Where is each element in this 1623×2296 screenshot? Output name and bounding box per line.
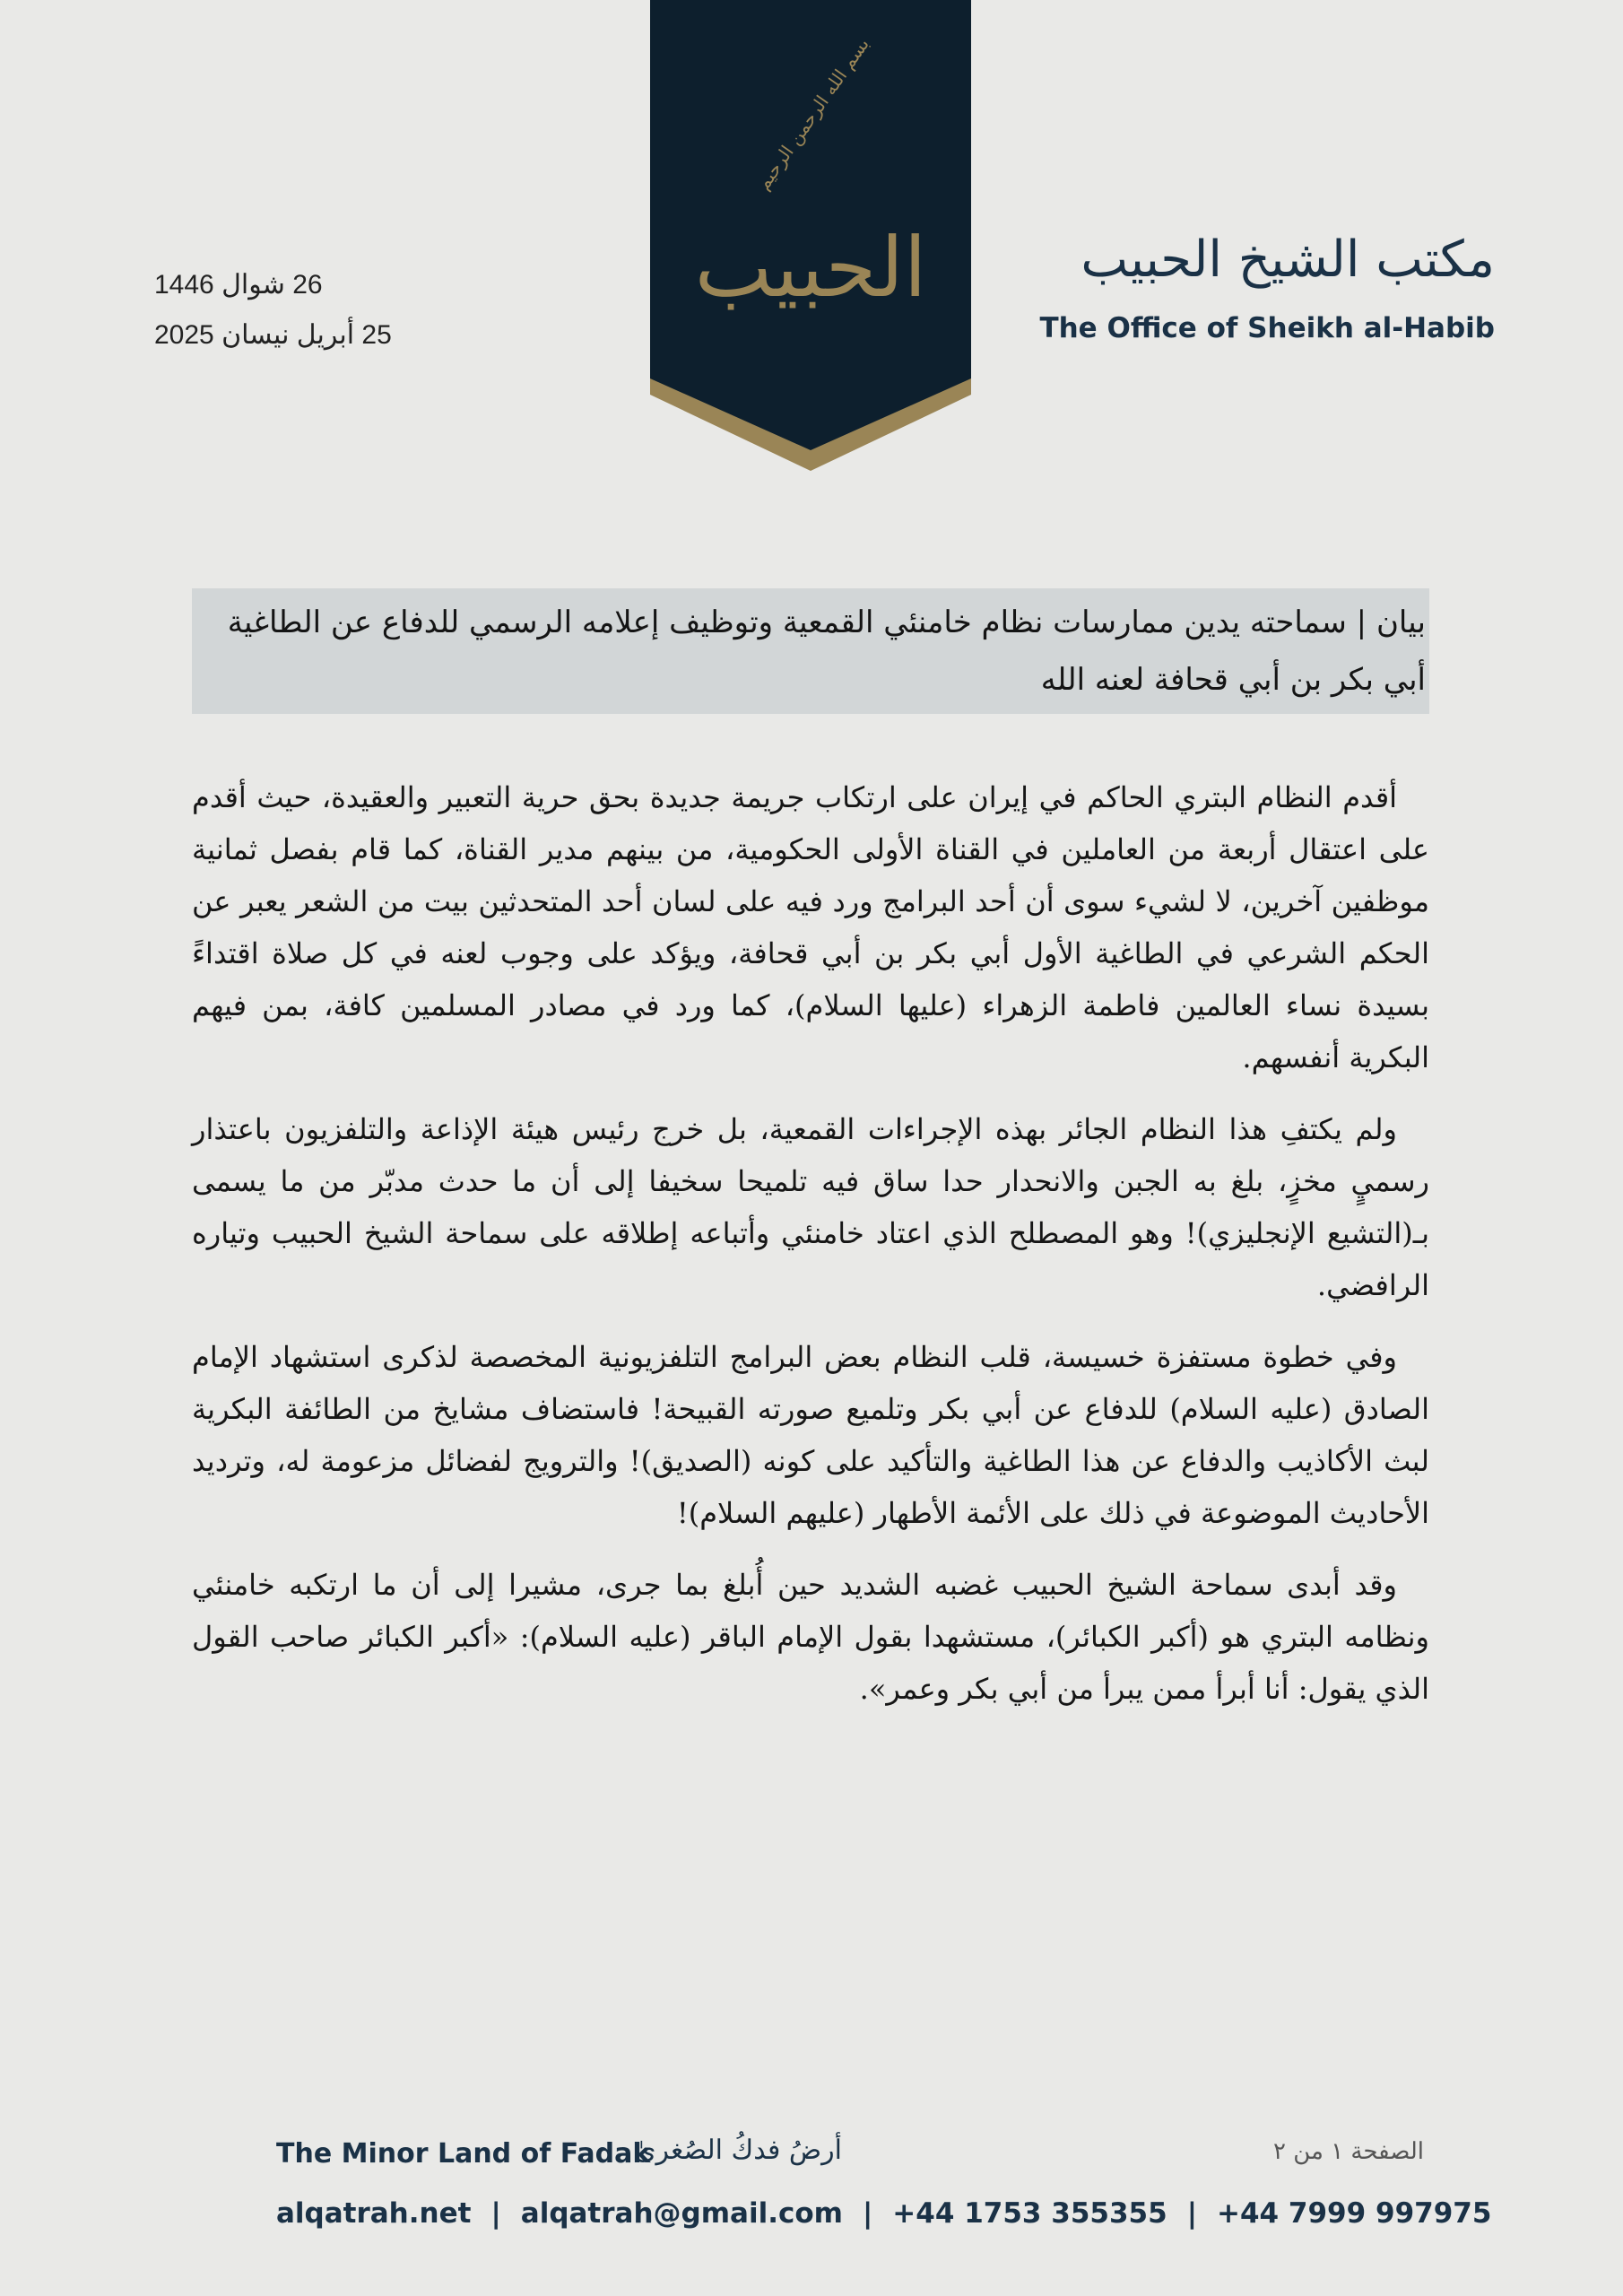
statement-body: [192, 771, 1429, 1735]
document-dates: [154, 260, 423, 361]
header-banner: [650, 0, 971, 471]
statement-title: بيان | سماحته يدين ممارسات نظام خامنئي القمعية وتوظيف إعلامه الرسمي للدفاع عن الطاغية أبي بكر بن أبي قحافة لعنه الله: [227, 604, 1426, 698]
website-link[interactable]: alqatrah.net: [276, 2197, 472, 2230]
logo-calligraphy: الحبيب: [694, 220, 927, 316]
separator: |: [490, 2197, 501, 2230]
office-branding: [1028, 224, 1495, 344]
date-gregorian: 25 أبريل نيسان 2025: [154, 320, 392, 350]
separator: |: [1186, 2197, 1198, 2230]
fadak-name-english: The Minor Land of Fadak: [276, 2138, 651, 2170]
fadak-name-arabic: أرضُ فدكُ الصُغرىٰ: [635, 2135, 842, 2166]
date-hijri: 26 شوال 1446: [154, 270, 323, 300]
phone-landline[interactable]: +44 1753 355355: [892, 2197, 1167, 2230]
phone-mobile[interactable]: +44 7999 997975: [1217, 2197, 1492, 2230]
paragraph-1: أقدم النظام البتري الحاكم في إيران على ارتكاب جريمة جديدة بحق حرية التعبير والعقيدة، حيث أقدم على اعتقال أربعة من العاملين في القناة الأولى الحكومية، من بينهم مدير القناة، كما قام بفصل ثمانية موظفين آخرين، لا لشيء سوى أن أحد البرامج ورد فيه على لسان أحد المتحدثين بيت من الشعر يعبر عن الحكم الشرعي في الطاغية الأول أبي بكر بن أبي قحافة، ويؤكد على وجوب لعنه في كل صلاة اقتداءً بسيدة نساء العالمين فاطمة الزهراء (عليها السلام)، كما ورد في مصادر المسلمين كافة، بمن فيهم البكرية أنفسهم.: [192, 780, 1429, 1074]
footer-contact-row: [276, 2197, 1492, 2242]
paragraph-2: ولم يكتفِ هذا النظام الجائر بهذه الإجراءات القمعية، بل خرج رئيس هيئة الإذاعة والتلفزيون باعتذار رسميٍ مخزٍ، بلغ به الجبن والانحدار حدا ساق فيه تلميحا سخيفا إلى أن ما حدث مدبّر من ما يسمى بـ(التشيع الإنجليزي)! وهو المصطلح الذي اعتاد خامنئي وأتباعه إطلاقه على سماحة الشيخ الحبيب وتياره الرافضي.: [192, 1112, 1429, 1302]
statement-title-box: [192, 588, 1429, 714]
paragraph-4: وقد أبدى سماحة الشيخ الحبيب غضبه الشديد حين أُبلغ بما جرى، مشيرا إلى أن ما ارتكبه خامنئي ونظامه البتري هو (أكبر الكبائر)، مستشهدا بقول الإمام الباقر (عليه السلام): «أكبر الكبائر صاحب القول الذي يقول: أنا أبرأ ممن يبرأ من أبي بكر وعمر».: [192, 1568, 1429, 1706]
office-name-arabic: مكتب الشيخ الحبيب: [1081, 230, 1495, 289]
page-number: الصفحة ١ من ٢: [1272, 2138, 1424, 2165]
email-link[interactable]: alqatrah@gmail.com: [520, 2197, 843, 2230]
paragraph-3: وفي خطوة مستفزة خسيسة، قلب النظام بعض البرامج التلفزيونية المخصصة لذكرى استشهاد الإمام الصادق (عليه السلام) للدفاع عن أبي بكر وتلميع صورته القبيحة! فاستضاف مشايخ من الطائفة البكرية لبث الأكاذيب والدفاع عن هذا الطاغية والتأكيد على كونه (الصديق)! والترويج لفضائل مزعومة له، وترديد الأحاديث الموضوعة في ذلك على الأئمة الأطهار (عليهم السلام)!: [192, 1340, 1429, 1530]
separator: |: [862, 2197, 873, 2230]
office-name-english: The Office of Sheikh al-Habib: [1039, 312, 1495, 344]
basmala-calligraphy: بسم الله الرحمن الرحيم: [751, 33, 873, 194]
footer-brand-row: [276, 2135, 1424, 2179]
